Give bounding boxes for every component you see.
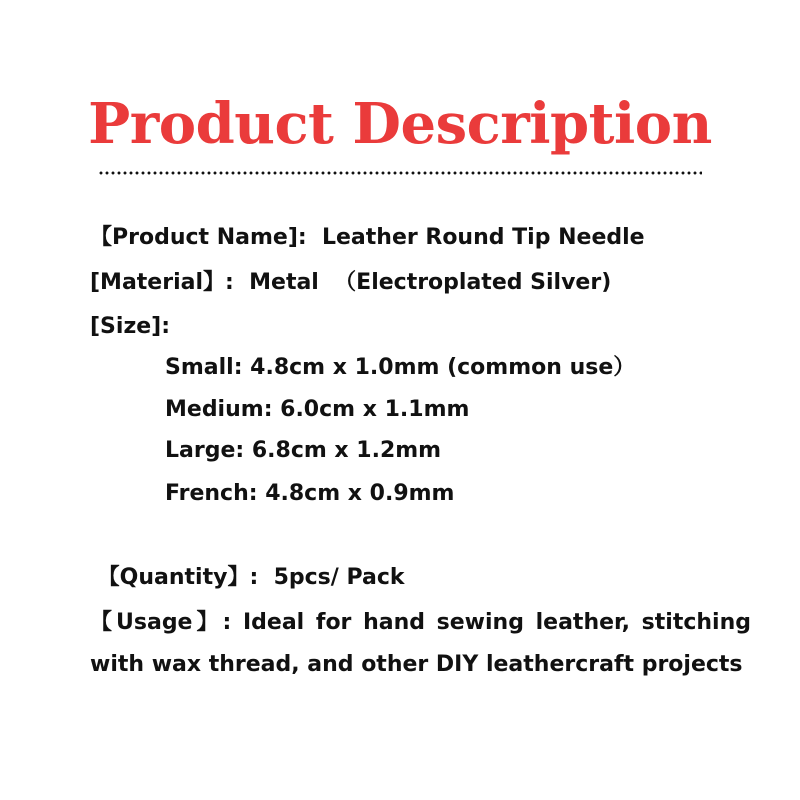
quantity-line: 【Quantity】: 5pcs/ Pack (90, 565, 405, 590)
size-large: Large: 6.8cm x 1.2mm (165, 438, 442, 463)
dotted-divider (98, 171, 702, 175)
product-name-line: 【Product Name]: Leather Round Tip Needle (90, 225, 645, 250)
size-french: French: 4.8cm x 0.9mm (165, 481, 455, 506)
usage-paragraph: 【Usage】: Ideal for hand sewing leather, stitching with wax thread, and other DIY leathercraft projects (90, 610, 751, 677)
material-line: [Material】: Metal （Electroplated Silver) (90, 270, 612, 295)
size-small: Small: 4.8cm x 1.0mm (common use） (165, 355, 636, 380)
page-title: Product Description (88, 91, 712, 157)
size-medium: Medium: 6.0cm x 1.1mm (165, 397, 470, 422)
size-label: [Size]: (90, 314, 171, 339)
